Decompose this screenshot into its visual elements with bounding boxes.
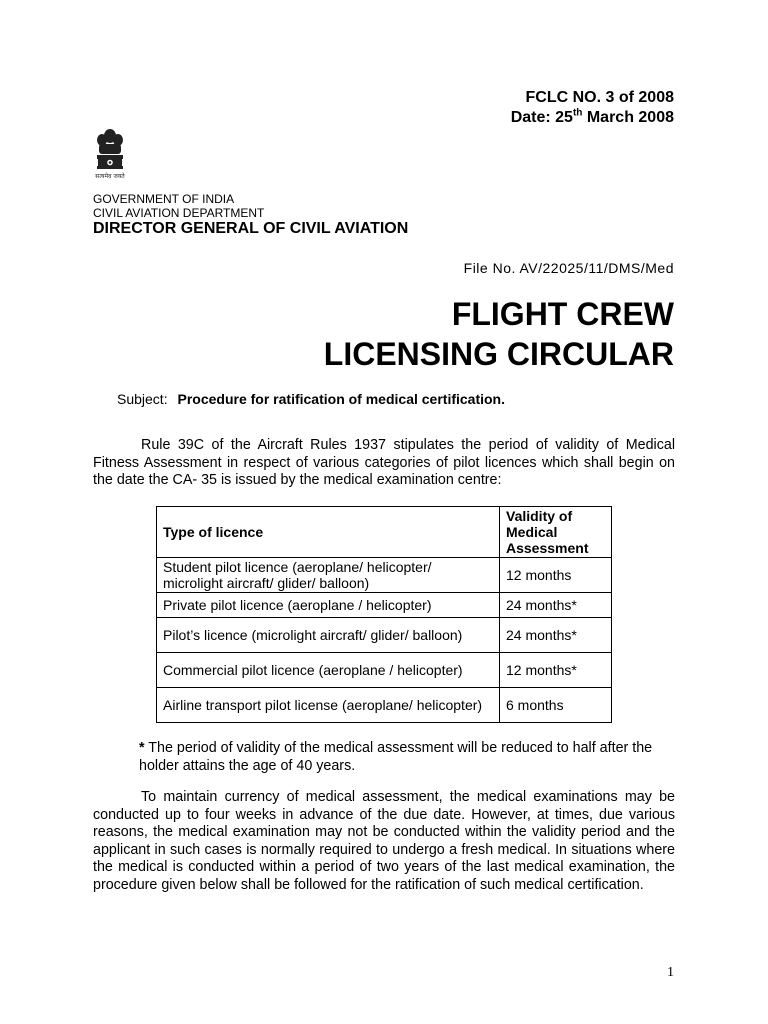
column-header-validity: Validity of Medical Assessment	[506, 508, 589, 556]
org-line-dgca: DIRECTOR GENERAL OF CIVIL AVIATION	[93, 220, 409, 237]
page-title: FLIGHT CREW LICENSING CIRCULAR	[323, 296, 674, 372]
table-row	[157, 688, 612, 723]
table-cell: 24 months*	[500, 618, 612, 653]
table-cell: Private pilot licence (aeroplane / helicopter)	[157, 593, 500, 618]
circular-date: Date: 25th March 2008	[510, 107, 674, 126]
footnote: * The period of validity of the medical assessment will be reduced to half after the holder attains the age of 40 years.	[139, 740, 653, 774]
org-line-government: GOVERNMENT OF INDIA	[93, 192, 235, 206]
svg-text:सत्यमेव जयते: सत्यमेव जयते	[95, 173, 125, 180]
currency-paragraph: To maintain currency of medical assessment, the medical examinations may be conducted up to four weeks in advance of the due date. However, at times, due various reasons, the medical examination may not be conducted within the validity period and the applicant in such cases is normally required to undergo a fresh medical. In situations where the medical is conducted within a period of two years of the last medical examination, the procedure given below shall be followed for the ratification of such medical certification.	[93, 789, 675, 893]
licence-validity-table	[156, 506, 612, 723]
table-row	[157, 558, 612, 593]
table-cell: 24 months*	[500, 593, 612, 618]
table-cell: 12 months*	[500, 653, 612, 688]
table-cell: Airline transport pilot license (aeroplane/ helicopter)	[157, 688, 500, 723]
table-cell: 6 months	[500, 688, 612, 723]
subject-text: Procedure for ratification of medical certification.	[177, 391, 506, 407]
table-row	[157, 593, 612, 618]
intro-paragraph: Rule 39C of the Aircraft Rules 1937 stipulates the period of validity of Medical Fitness Assessment in respect of various categories of pilot licences which shall begin on the date the CA- 35 is issued by the medical examination centre:	[93, 437, 675, 488]
table-row	[157, 618, 612, 653]
table-cell: Pilot’s licence (microlight aircraft/ glider/ balloon)	[157, 618, 500, 653]
national-emblem-icon	[93, 128, 127, 190]
table-cell: 12 months	[500, 558, 612, 593]
file-number: File No. AV/22025/11/DMS/Med	[463, 260, 674, 276]
circular-number: FCLC NO. 3 of 2008	[525, 89, 674, 106]
column-header-licence: Type of licence	[163, 524, 264, 540]
table-header-row	[157, 507, 612, 558]
table-cell: Student pilot licence (aeroplane/ helicopter/ microlight aircraft/ glider/ balloon)	[157, 558, 500, 593]
subject-label: Subject:	[117, 391, 168, 407]
table-row	[157, 653, 612, 688]
footnote-star: *	[139, 740, 145, 756]
table-cell: Commercial pilot licence (aeroplane / helicopter)	[157, 653, 500, 688]
subject-line	[117, 391, 505, 407]
org-line-department: CIVIL AVIATION DEPARTMENT	[93, 206, 265, 220]
page-number: 1	[667, 965, 674, 980]
